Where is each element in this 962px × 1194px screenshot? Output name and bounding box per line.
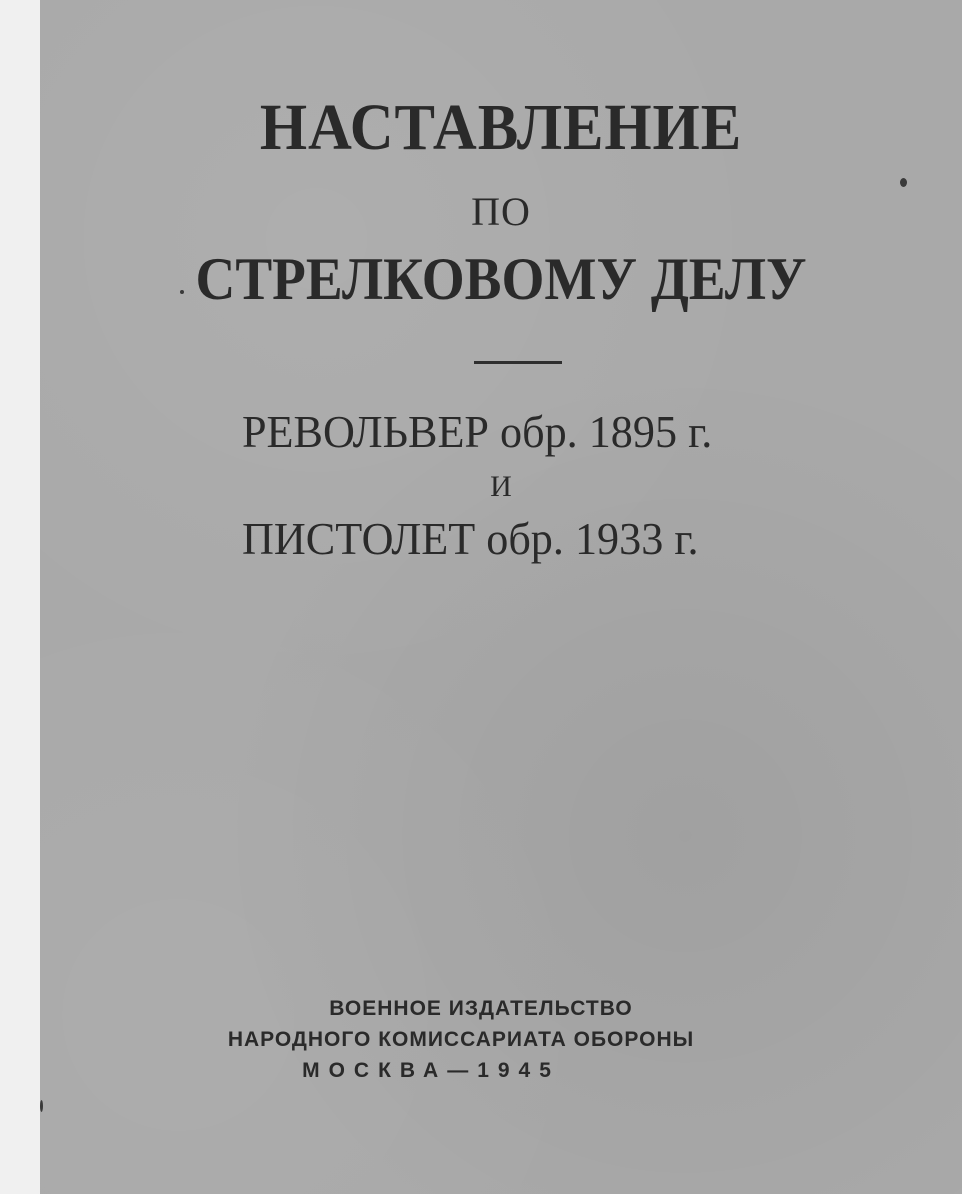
book-cover xyxy=(40,0,962,1194)
subject-conjunction: И xyxy=(490,470,512,503)
ink-speck xyxy=(40,1100,43,1112)
title-line-3: СТРЕЛКОВОМУ ДЕЛУ xyxy=(195,246,807,312)
publisher-line-2: НАРОДНОГО КОМИССАРИАТА ОБОРОНЫ xyxy=(227,1028,695,1051)
title-line-2: ПО xyxy=(471,189,531,234)
publisher-line-3: МОСКВА—1945 xyxy=(302,1059,560,1082)
publisher-line-1: ВОЕННОЕ ИЗДАТЕЛЬСТВО xyxy=(329,997,633,1020)
subject-line-1: РЕВОЛЬВЕР обр. 1895 г. xyxy=(242,406,713,457)
divider-rule xyxy=(474,361,562,364)
ink-speck xyxy=(900,178,907,187)
title-line-1: НАСТАВЛЕНИЕ xyxy=(259,91,743,164)
subject-line-2: ПИСТОЛЕТ обр. 1933 г. xyxy=(242,513,699,564)
